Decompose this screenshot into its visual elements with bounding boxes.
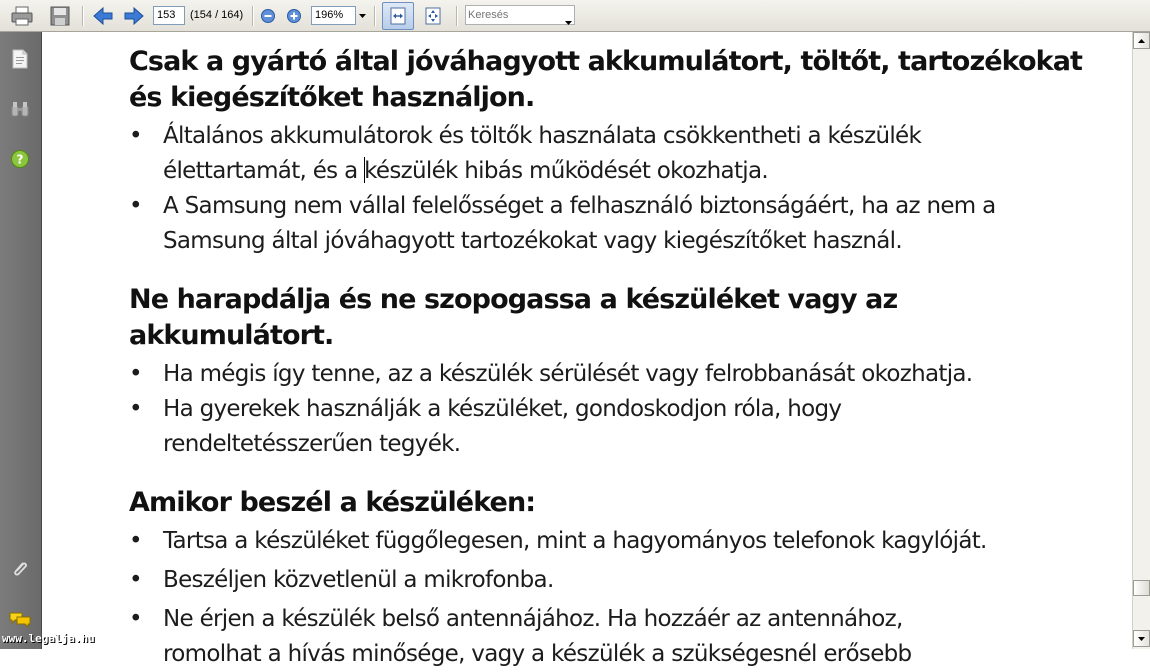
print-button[interactable] (8, 4, 36, 28)
toolbar (0, 0, 1150, 32)
scroll-up-button[interactable] (1133, 32, 1150, 49)
arrow-left-icon (92, 6, 114, 26)
chevron-down-icon (359, 14, 366, 18)
zoom-in-icon (286, 8, 302, 24)
list-item: • Tartsa a készüléket függőlegesen, mint a hagyományos telefonok kagylóját. (129, 528, 987, 554)
help-button[interactable] (9, 148, 31, 170)
section-heading: Csak a gyártó által jóváhagyott akkumulátort, töltőt, tartozékokat és kiegészítőket használjon. (129, 46, 1083, 113)
chevron-down-icon (1138, 637, 1145, 641)
comment-bubbles-icon (9, 611, 31, 629)
previous-page-button[interactable] (90, 4, 116, 28)
fit-width-icon (388, 6, 408, 26)
help-icon (10, 149, 30, 169)
paperclip-icon (10, 559, 30, 579)
chevron-down-icon (565, 21, 572, 25)
scroll-down-button[interactable] (1133, 630, 1150, 647)
page-count-label: (154 / 164) (190, 9, 244, 21)
list-item: • Ha gyerekek használják a készüléket, gondoskodjon róla, hogy rendeltetésszerűen tegyék. (129, 396, 842, 457)
document-view[interactable] (42, 32, 1132, 667)
pages-panel-button[interactable] (9, 48, 31, 70)
section-chewing (129, 282, 1109, 462)
zoom-dropdown-button[interactable] (356, 6, 368, 25)
next-page-button[interactable] (121, 4, 147, 28)
fit-page-button[interactable] (420, 4, 446, 28)
page-number-input[interactable]: 153 (153, 6, 185, 25)
binoculars-icon (10, 100, 30, 118)
vertical-scrollbar[interactable] (1132, 32, 1150, 649)
search-field[interactable] (465, 5, 575, 25)
find-panel-button[interactable] (9, 98, 31, 120)
zoom-out-icon (260, 8, 276, 24)
list-item: • Ne érjen a készülék belső antennájához. Ha hozzáér az antennához, romolhat a hívás minősége, vagy a készülék a szükségesnél erősebb (129, 606, 912, 667)
attachments-button[interactable] (9, 558, 31, 580)
page-content (129, 44, 1109, 672)
search-input[interactable] (468, 7, 560, 23)
svg-text:?: ? (16, 152, 24, 167)
list-item: • Általános akkumulátorok és töltők használata csökkentheti a készülék élettartamát, és a készülék hibás működését okozhatja. (129, 123, 922, 184)
section-talking (129, 485, 1109, 672)
page-thumbnail-icon (11, 49, 29, 69)
zoom-out-button[interactable] (258, 4, 278, 28)
save-button[interactable] (46, 4, 74, 28)
save-icon (49, 5, 71, 27)
section-heading: Amikor beszél a készüléken: (129, 487, 536, 518)
fit-width-button[interactable] (382, 2, 414, 30)
navigation-pane (0, 32, 42, 649)
fit-page-icon (423, 6, 443, 26)
list-item: • Ha mégis így tenne, az a készülék sérülését vagy felrobbanását okozhatja. (129, 361, 973, 387)
watermark: www.legalja.hu (2, 632, 95, 645)
section-heading: Ne harapdálja és ne szopogassa a készüléket vagy az akkumulátort. (129, 284, 898, 351)
list-item: • Beszéljen közvetlenül a mikrofonba. (129, 567, 554, 593)
list-item: • A Samsung nem vállal felelősséget a felhasználó biztonságáért, ha az nem a Samsung által jóváhagyott tartozékokat vagy kiegészítőket használ. (129, 193, 996, 254)
scrollbar-thumb[interactable] (1133, 580, 1150, 596)
zoom-in-button[interactable] (284, 4, 304, 28)
search-dropdown-button[interactable] (565, 12, 572, 30)
section-accessories (129, 44, 1109, 259)
chevron-up-icon (1138, 39, 1145, 43)
arrow-right-icon (123, 6, 145, 26)
printer-icon (10, 5, 34, 27)
comments-button[interactable] (9, 609, 31, 631)
zoom-level-select[interactable]: 196% (311, 6, 356, 25)
